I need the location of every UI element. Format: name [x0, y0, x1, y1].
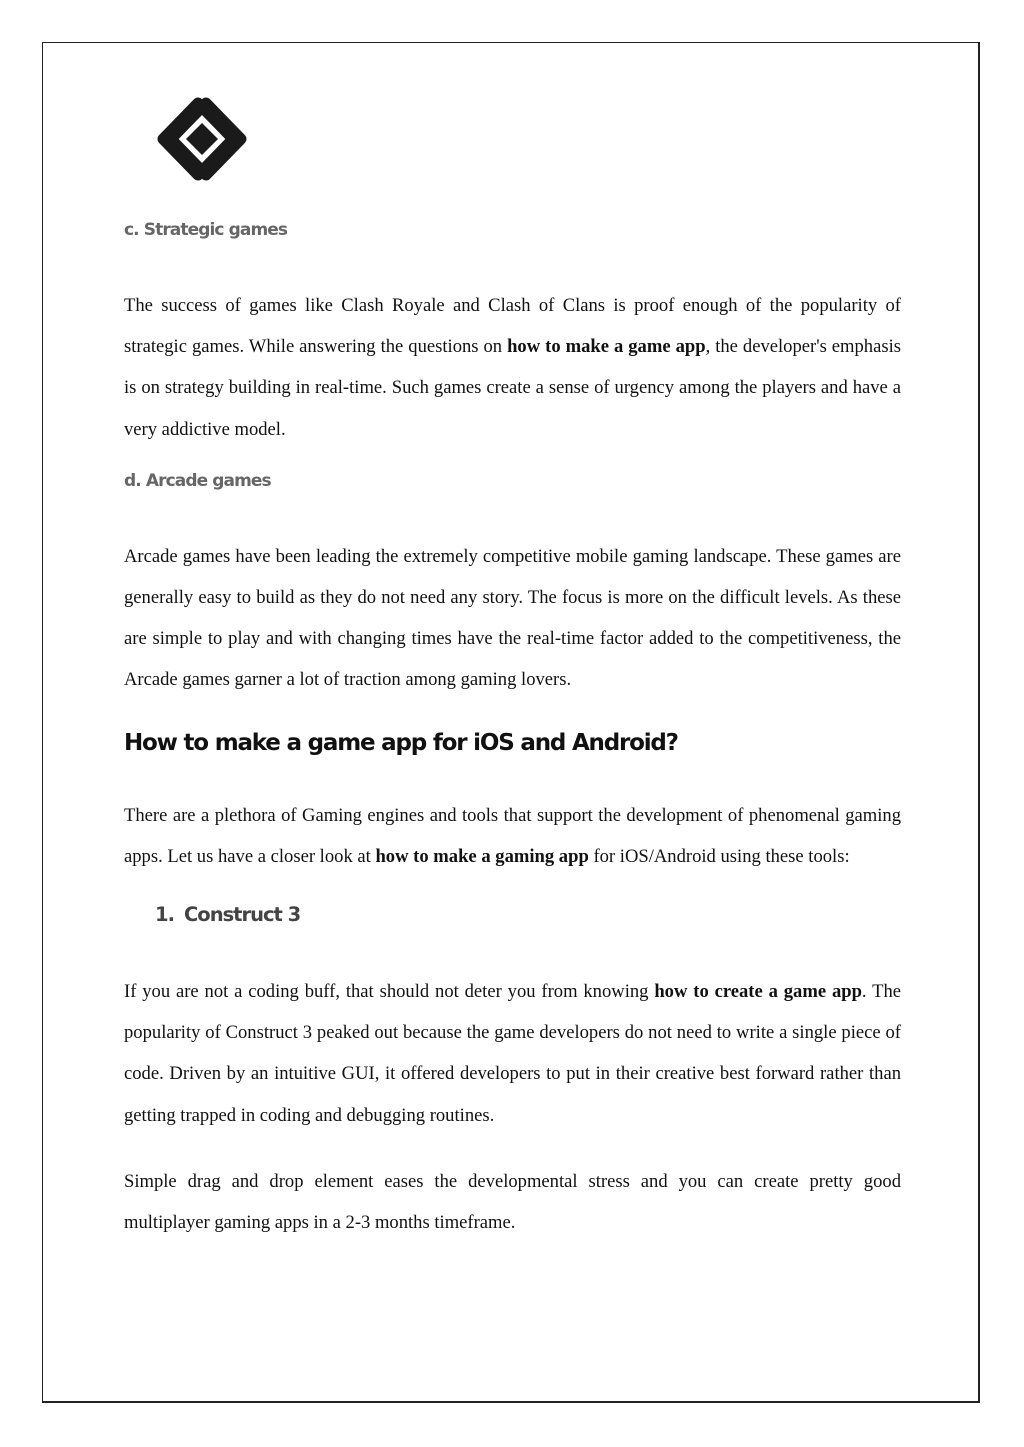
strategic-games-heading: c. Strategic games	[124, 220, 288, 240]
howto-text-b: for iOS/Android using these tools:	[588, 845, 850, 867]
howto-text-bold: how to make a gaming app	[375, 845, 589, 867]
strategic-games-paragraph	[124, 285, 901, 450]
document-content	[124, 213, 901, 1243]
document-page	[42, 42, 980, 1403]
list-number: 1.	[155, 903, 174, 927]
howto-text-a: There are a plethora of Gaming engines and tools that support the development of phenomenal gaming apps. Let us have a closer look at	[124, 804, 901, 867]
how-to-paragraph	[124, 795, 901, 877]
construct-3-paragraph	[124, 971, 901, 1136]
construct-text-a: If you are not a coding buff, that should not deter you from knowing	[124, 981, 655, 1003]
how-to-make-game-app-heading: How to make a game app for iOS and Android?	[124, 729, 678, 756]
construct-text-b: . The popularity of Construct 3 peaked out because the game developers do not need to write a single piece of code. Driven by an intuitive GUI, it offered developers to put in their creative best forward rather than getting trapped in coding and debugging routines.	[124, 981, 901, 1126]
construct-3-heading	[124, 897, 901, 933]
drag-drop-paragraph: Simple drag and drop element eases the developmental stress and you can create pretty good multiplayer gaming apps in a 2-3 months timeframe.	[124, 1170, 901, 1234]
strategic-text-b: , the developer's emphasis is on strategy building in real-time. Such games create a sense of urgency among the players and have a very addictive model.	[124, 336, 901, 440]
arcade-games-paragraph: Arcade games have been leading the extremely competitive mobile gaming landscape. These games are generally easy to build as they do not need any story. The focus is more on the difficult levels. As these are simple to play and with changing times have the real-time factor added to the competitiveness, the Arcade games garner a lot of traction among gaming lovers.	[124, 545, 901, 691]
construct-3-title: Construct 3	[183, 903, 301, 927]
construct-text-bold: how to create a game app	[654, 981, 862, 1003]
interlocked-diamonds-logo-icon	[149, 93, 255, 185]
arcade-games-heading: d. Arcade games	[124, 470, 271, 491]
strategic-text-a: The success of games like Clash Royale and Clash of Clans is proof enough of the popularity of strategic games. While answering the questions on	[124, 295, 901, 358]
strategic-text-bold: how to make a game app	[507, 336, 706, 358]
